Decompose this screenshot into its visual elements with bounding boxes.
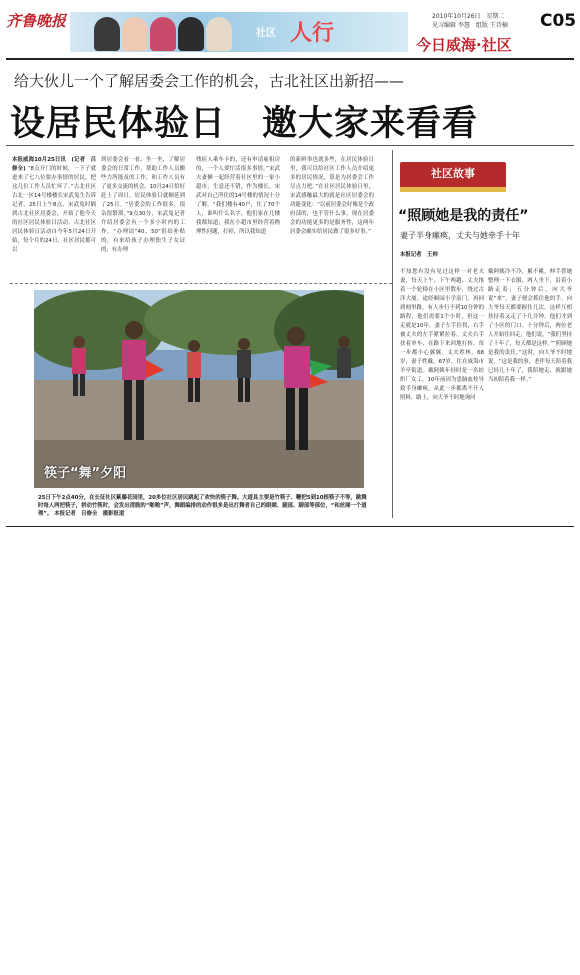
divider <box>6 58 574 60</box>
photo-caption <box>38 494 368 518</box>
column-rule <box>392 150 393 518</box>
photo-caption-text: 25日下午2点40分，在长征社区紫藤花园里，20多位社区居民跳起了欢快的筷子舞。大道具主要是竹筷子、鞭把5到10根筷子不等，跳舞时每人两把筷子，拼动竹筷时，会发出清脆的“啪啪”声，舞蹈编排的动作很多是出打舞者自己的眼睛、腿部、脚部等部位，“和丝厢一个道理”。 <box>38 495 367 517</box>
banner-title: 人行 <box>290 20 335 46</box>
date-line <box>432 12 508 30</box>
article-headline: 设居民体验日 邀大家来看看 <box>10 104 479 144</box>
section-banner <box>70 12 408 52</box>
article-kicker: 给大伙儿一个了解居委会工作的机会，古北社区出新招—— <box>14 72 405 90</box>
sidebar-subtitle: 妻子半身瘫痪，丈夫与她牵手十年 <box>400 231 520 240</box>
sidebar-column-1: 不知您有没有见过这样一对老夫妻，每天上午、下午两趟，丈夫推着一个轮椅在小区里散步，绕过古洋大厦。途经顺园小学南门，再回到刻里路。有人步行不到10分钟的路程，他们需要1个小时，但这一走就是10年。妻子左手拄拐，右手被丈夫的左手紧紧拉着，丈夫右手扶着单车，在路下来回地打转，每一步都小心翼翼。丈夫姓林，68岁，妻子姓戴，67岁，住在威海市羊亭街道。戴阿姨年轻时是一名纺织厂女工，10年前因为患脑血栓导致半身瘫痪，从此一步都离不开人照料。路上，向大爷不时地询问 <box>400 269 484 401</box>
article-byline: 本报威海10月25日讯 (记者 吕修全) <box>12 157 96 172</box>
sidebar-label-text: 社区故事 <box>431 167 475 180</box>
sidebar-section-label <box>400 162 506 192</box>
article-text: “8点开门的时候，一下子就进来了七八位要办事情的居民，把这几位工作人员忙坏了。”古北社区古北一区14号楼楼长宋武兔生告诉记者，25日上午8点，宋武兔时隔到古北社区居委会，开始了他今天的社区居民体验日活动。古北社区居民体验日活动自今年5月24日开始，每个月的24日，社区居民都可以 <box>12 166 96 253</box>
article-column-2: 到居委会看一看、坐一坐，了解居委会的日常工作，帮助工作人员搬些力所能及的工作，和工作人员有了更多交流的机会。10月24日恰好赶上了周日，居民体验日就顺延到了25日。“居委会的工作很多，很杂很繁琐。”9点30分，宋武兔记者介绍居委会有一个多小时内的工作。“办理请”40、50”很给补贴的，有来给孩子办理独生子女证的，有办理 <box>101 157 185 253</box>
sidebar-byline: 本报记者 王帅 <box>400 252 438 258</box>
page-number: C05 <box>540 11 577 31</box>
date-text: 2010年10月26日 星期二 <box>432 13 505 20</box>
masthead-logo: 齐鲁晚报 <box>6 12 67 30</box>
editor-text: 见习编辑 李慧 组版 王诗楠 <box>432 22 508 29</box>
divider <box>6 526 574 527</box>
sidebar-title: “照顾她是我的责任” <box>398 208 529 224</box>
banner-people-photo <box>90 14 250 50</box>
article-column-3: 残疾人乘车卡的，还有申请雇租房的，一个人要忙活很多事情。”宋武夫妻俩一起经营着社区里的一家小超市，生意还不错，作为楼长，宋武对自己所住的14号楼的情况十分了解。“我们楼有40户，住了70个人，谁叫什么名字，他们家在几楼我都知道，我在小超市里经营着物理性问题，打掉，所以我知道 <box>196 157 280 235</box>
sidebar-column-2: 戴阿姨冷不冷，累不累，伸手替她整理一下衣服。两人坐下，沿着小路走着，五分钟后，向大爷说“来”，妻子便会抓住他的手。向大爷每天都要握住几次，这样互相扶持着又走了十几分钟，他们才到了小区的门口。十分钟后，两位老人开始往回走，他们说，“我们坚持了十年了，每天都是这样。”“照顾她是我的责任，”这时，向大爷不时地说，“这是我的事，老伴每天陪着我已经几十年了，我陪她走，就跟她当初陪着我一样。” <box>488 269 572 383</box>
dashed-divider <box>10 283 392 284</box>
news-photo <box>34 290 364 488</box>
photo-title: 筷子“舞”夕阳 <box>44 466 127 481</box>
article-column-4: 的新鲜事也就多些，在居民体验日里，我可以给社区工作人员介绍更多的居民情况，算是为居委会工作尽点力吧。”在社区居民体验日里，宋武感触最大的就是社区居委会的功能变化：“以前居委会好像是个政府部的，也不管什么事，现在居委会的功能更多的是服务性，这两年居委会确实给居民做了很多好事。” <box>290 157 374 235</box>
section-name: 今日威海·社区 <box>416 36 512 54</box>
divider <box>6 145 574 146</box>
banner-small-label: 社区 <box>256 28 276 39</box>
article-column-1 <box>12 156 96 276</box>
photo-credit: 本报记者 吕修全 摄影报道 <box>54 511 125 517</box>
